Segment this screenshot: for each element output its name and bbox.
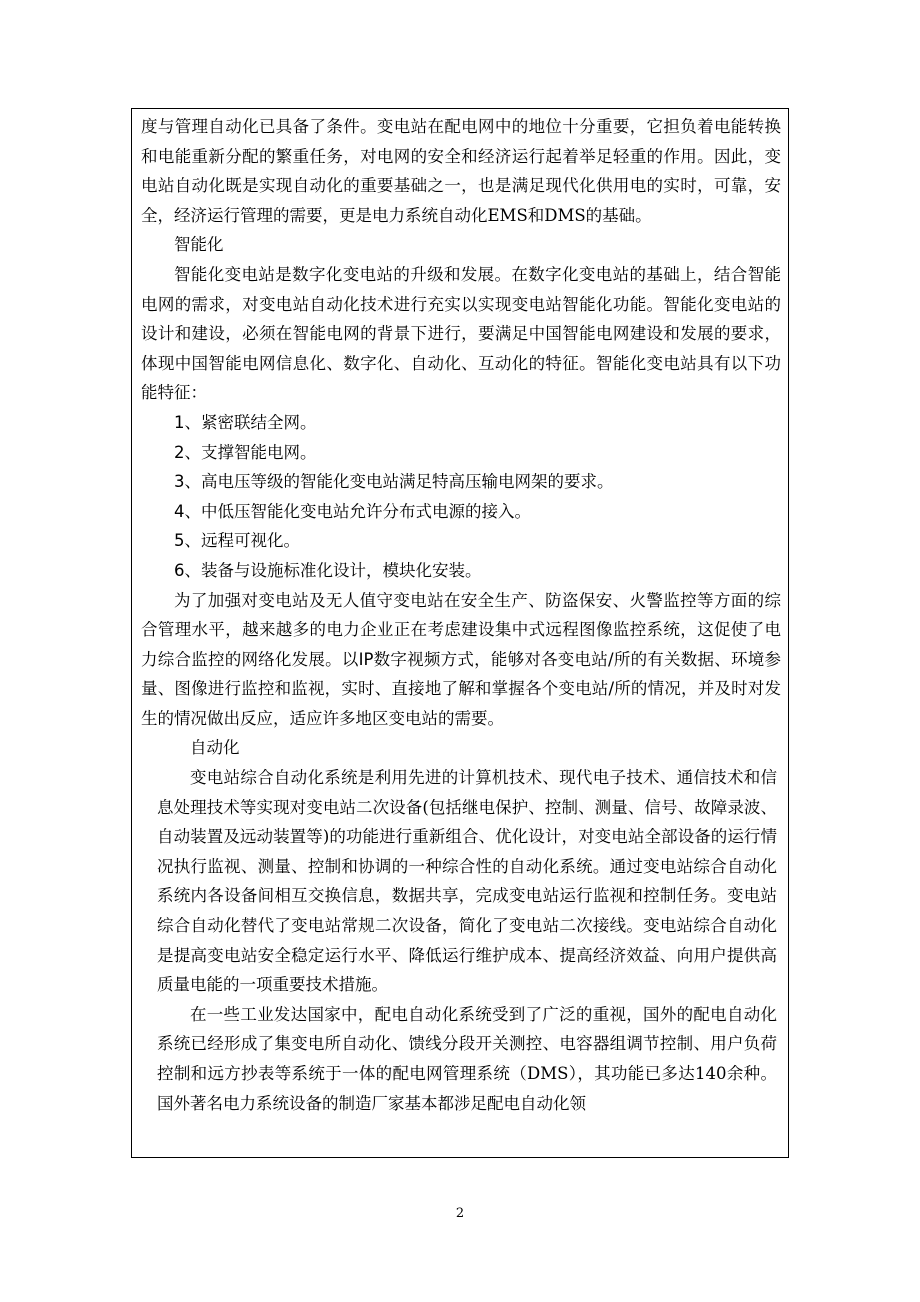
heading-intelligent: 智能化 — [174, 235, 224, 255]
paragraph-intelligent: 智能化变电站是数字化变电站的升级和发展。在数字化变电站的基础上，结合智能电网的需求，对变电站自动化技术进行充实以实现变电站智能化功能。智能化变电站的设计和建设，必须在智能电网的背景下进行，要满足中国智能电网建设和发展的要求，体现中国智能电网信息化、数字化、自动化、互动化的特征。智能化变电站具有以下功能特征： — [141, 264, 781, 403]
automation-block — [141, 763, 781, 1118]
list-item-5: 5、远程可视化。 — [174, 531, 300, 551]
list-item-3: 3、高电压等级的智能化变电站满足特高压输电网架的要求。 — [174, 472, 614, 492]
paragraph-monitoring: 为了加强对变电站及无人值守变电站在安全生产、防盗保安、火警监控等方面的综合管理水平，越来越多的电力企业正在考虑建设集中式远程图像监控系统，这促使了电力综合监控的网络化发展。以IP数字视频方式，能够对各变电站/所的有关数据、环境参量、图像进行监控和监视，实时、直接地了解和掌握各个变电站/所的情况，并及时对发生的情况做出反应，适应许多地区变电站的需要。 — [141, 590, 781, 728]
page-number: 2 — [455, 1206, 465, 1221]
heading-automation: 自动化 — [190, 738, 240, 758]
list-item-2: 2、支撑智能电网。 — [174, 442, 317, 462]
list-item-6: 6、装备与设施标准化设计，模块化安装。 — [174, 560, 482, 580]
list-item-4: 4、中低压智能化变电站允许分布式电源的接入。 — [174, 501, 531, 521]
document-body — [141, 112, 781, 1118]
list-item-1: 1、紧密联结全网。 — [174, 412, 317, 432]
paragraph-intro: 度与管理自动化已具备了条件。变电站在配电网中的地位十分重要，它担负着电能转换和电能重新分配的繁重任务，对电网的安全和经济运行起着举足轻重的作用。因此，变电站自动化既是实现自动化的重要基础之一，也是满足现代化供用电的实时，可靠，安全，经济运行管理的需要，更是电力系统自动化EMS和DMS的基础。 — [141, 117, 781, 225]
paragraph-automation: 变电站综合自动化系统是利用先进的计算机技术、现代电子技术、通信技术和信息处理技术等实现对变电站二次设备(包括继电保护、控制、测量、信号、故障录波、自动装置及远动装置等)的功能进行重新组合、优化设计，对变电站全部设备的运行情况执行监视、测量、控制和协调的一种综合性的自动化系统。通过变电站综合自动化系统内各设备间相互交换信息，数据共享，完成变电站运行监视和控制任务。变电站综合自动化替代了变电站常规二次设备，简化了变电站二次接线。变电站综合自动化是提高变电站安全稳定运行水平、降低运行维护成本、提高经济效益、向用户提供高质量电能的一项重要技术措施。 — [157, 768, 777, 995]
paragraph-distribution: 在一些工业发达国家中，配电自动化系统受到了广泛的重视，国外的配电自动化系统已经形成了集变电所自动化、馈线分段开关测控、电容器组调节控制、用户负荷控制和远方抄表等系统于一体的配电网管理系统（DMS），其功能已多达140余种。国外著名电力系统设备的制造厂家基本都涉足配电自动化领 — [157, 1004, 777, 1113]
